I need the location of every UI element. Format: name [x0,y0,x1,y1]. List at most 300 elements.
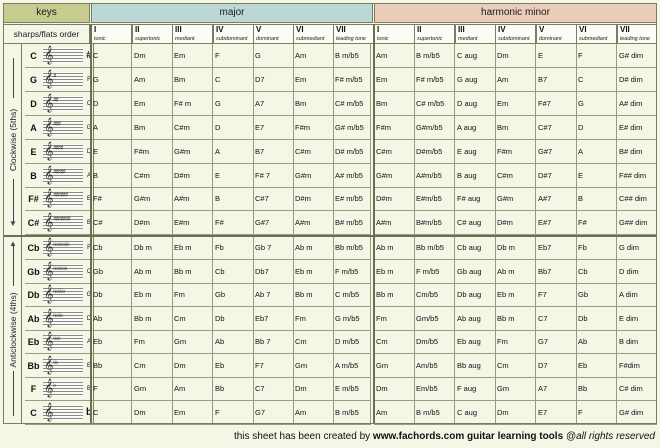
minor-chord-cell: B# dim [617,140,657,164]
minor-chord-cell: C# dim [617,377,657,401]
key-signature-staff [43,45,83,64]
major-chord-cell: D7 [253,68,294,92]
minor-chord-cell: Am [495,68,536,92]
key-cell [25,44,94,68]
major-chord-cell: Bb m [293,283,334,307]
degree-name: subdominant [498,36,530,42]
key-name: Ab [27,314,40,324]
minor-chord-cell: Cm [495,354,536,378]
major-chord-cell: Eb [213,354,254,378]
key-cell [25,68,94,92]
minor-chord-cell: D#m [495,211,536,235]
major-chord-cell: Ab [91,307,132,331]
major-chord-cell: Cm [132,354,173,378]
key-signature-staff [43,261,83,280]
minor-chord-cell: Am/b5 [414,354,455,378]
degree-numeral: III [175,25,182,34]
key-name: C [30,408,37,418]
minor-chord-cell: Bm [495,116,536,140]
key-signature-accidentals: ♭ [53,381,56,389]
key-cell [25,140,94,164]
major-chord-cell: F [213,401,254,425]
key-cell [25,92,94,116]
major-chord-cell: B [91,164,132,188]
keys-divider [90,24,92,424]
key-cell [25,211,94,235]
key-cell [25,307,94,331]
key-row-5 [3,164,657,188]
key-name: Bb [27,361,40,371]
key-row-2 [3,92,657,116]
minor-chord-cell: F# m/b5 [414,68,455,92]
minor-chord-cell: Fb [576,236,617,260]
degree-name: supertonic [417,36,443,42]
accidental-order-letter: E [86,196,91,202]
minor-chord-cell: D aug [455,92,496,116]
degree-name: leading tone [620,36,650,42]
major-degree-3 [172,24,213,44]
major-chord-cell: Fb [213,236,254,260]
major-chord-cell: E [91,140,132,164]
minor-chord-cell: Gm/b5 [414,307,455,331]
major-degree-2 [132,24,173,44]
minor-chord-cell: G [576,92,617,116]
degree-numeral: II [135,25,140,34]
minor-chord-cell: F#7 [536,92,577,116]
degree-numeral: V [256,25,262,34]
degree-name: submediant [296,36,325,42]
minor-chord-cell: Bm [374,92,415,116]
key-signature-staff [43,212,83,231]
accidental-order-letter: F [87,245,91,251]
key-signature-accidentals: ♯ [53,72,56,80]
major-chord-cell: Cm [293,330,334,354]
key-signature-staff [43,141,83,160]
treble-clef-icon: 𝄞 [44,355,54,374]
major-degree-4 [213,24,254,44]
key-row-9 [3,260,657,284]
degree-numeral: II [417,25,422,34]
key-name: B [30,171,37,181]
major-chord-cell: G#m [293,164,334,188]
major-chord-cell: A# m/b5 [333,164,371,188]
major-chord-cell: D# m/b5 [333,140,371,164]
minor-chord-cell: Eb [576,354,617,378]
minor-chord-cell: A#m/b5 [414,164,455,188]
minor-chord-cell: F#dim [617,354,657,378]
major-chord-cell: Bb m [172,260,213,284]
minor-chord-cell: F7 [536,283,577,307]
keys-header: keys [3,3,90,23]
key-signature-staff [43,237,83,256]
treble-clef-icon: 𝄞 [44,308,54,327]
major-chord-cell: D#m [172,164,213,188]
major-chord-cell: Cb [91,236,132,260]
treble-clef-icon: 𝄞 [44,165,54,184]
major-chord-cell: Bb [91,354,132,378]
key-name: Eb [27,337,40,347]
major-chord-cell: G [253,44,294,68]
major-chord-cell: G7 [253,401,294,425]
treble-clef-icon: 𝄞 [44,378,54,397]
major-chord-cell: C [91,44,132,68]
minor-chord-cell: G7 [536,330,577,354]
major-chord-cell: Em [172,44,213,68]
degree-name: supertonic [135,36,161,42]
minor-chord-cell: Fm [495,330,536,354]
minor-chord-cell: Db m [495,236,536,260]
degree-name: dominant [256,36,279,42]
major-chord-cell: Eb m [293,260,334,284]
degree-numeral: I [94,25,97,34]
key-cell [25,116,94,140]
degree-numeral: I [377,25,380,34]
minor-chord-cell: Em/b5 [414,377,455,401]
major-chord-cell: Db7 [253,260,294,284]
major-chord-cell: Gb [213,283,254,307]
key-row-3 [3,116,657,140]
minor-chord-cell: B [576,187,617,211]
key-signature-staff [43,308,83,327]
major-chord-cell: Ab m [293,236,334,260]
major-header: major [91,3,373,23]
minor-chord-cell: C aug [455,401,496,425]
major-chord-cell: C#m [172,116,213,140]
minor-chord-cell: Bb m [374,283,415,307]
minor-chord-cell: E#m/b5 [414,187,455,211]
major-chord-cell: Cb [213,260,254,284]
major-chord-cell: Gm [293,354,334,378]
minor-chord-cell: B m/b5 [414,401,455,425]
major-chord-cell: G#m [132,187,173,211]
degree-name: dominant [539,36,562,42]
major-chord-cell: F# m [172,92,213,116]
minor-chord-cell: C#m [374,140,415,164]
minor-chord-cell: Dm [495,401,536,425]
key-signature-staff [43,117,83,136]
major-chord-cell: Em [132,92,173,116]
treble-clef-icon: 𝄞 [44,188,54,207]
minor-chord-cell: D# dim [617,68,657,92]
minor-chord-cell: E dim [617,307,657,331]
minor-chord-cell: F## dim [617,164,657,188]
minor-degree-7 [617,24,657,44]
major-chord-cell: Bb 7 [253,330,294,354]
major-chord-cell: Dm [132,44,173,68]
accidental-order-letter: G [86,292,92,298]
minor-chord-cell: Ab m [374,236,415,260]
minor-chord-cell: A# dim [617,92,657,116]
minor-chord-cell: G dim [617,236,657,260]
minor-chord-cell: Db aug [455,283,496,307]
major-chord-cell: F7 [253,354,294,378]
minor-chord-cell: D [576,116,617,140]
minor-degree-4 [495,24,536,44]
key-name: A [30,123,37,133]
degree-name: tonic [94,36,106,42]
major-chord-cell: Fm [132,330,173,354]
major-chord-cell: G#m [172,140,213,164]
minor-chord-cell: Gb [576,283,617,307]
minor-chord-cell: Bb7 [536,260,577,284]
minor-degree-1 [374,24,415,44]
degree-name: tonic [377,36,389,42]
key-name: F [30,384,37,394]
minor-chord-cell: Gm [374,354,415,378]
degree-numeral: IV [498,25,506,34]
accidental-order-letter: b [85,407,93,418]
minor-chord-cell: A [576,140,617,164]
major-chord-cell: D [91,92,132,116]
minor-chord-cell: Am [374,44,415,68]
key-signature-staff [43,331,83,350]
minor-chord-cell: A aug [455,116,496,140]
major-chord-cell: B [213,187,254,211]
minor-chord-cell: G#m [374,164,415,188]
minor-chord-cell: C7 [536,307,577,331]
major-chord-cell: Eb m [132,283,173,307]
major-chord-cell: Ab [213,330,254,354]
minor-chord-cell: Em [374,68,415,92]
major-chord-cell: E7 [253,116,294,140]
major-chord-cell: Eb m [172,236,213,260]
major-chord-cell: Bm [132,116,173,140]
major-chord-cell: Em [172,401,213,425]
minor-chord-cell: G#m [495,187,536,211]
major-chord-cell: A [91,116,132,140]
minor-chord-cell: G## dim [617,211,657,235]
major-chord-cell: Am [172,377,213,401]
minor-chord-cell: Eb aug [455,330,496,354]
minor-chord-cell: Eb m [495,283,536,307]
major-chord-cell: Eb7 [253,307,294,331]
key-row-4 [3,140,657,164]
key-name: Db [27,290,40,300]
minor-chord-cell: Eb m [374,260,415,284]
degree-name: mediant [175,36,195,42]
minor-chord-cell: Gm [495,377,536,401]
major-chord-cell: E#m [172,211,213,235]
minor-chord-cell: Dm/b5 [414,330,455,354]
key-name: D [30,99,37,109]
footer-suffix: @all rights reserved [563,431,655,442]
minor-chord-cell: C# m/b5 [414,92,455,116]
key-signature-staff [43,165,83,184]
major-chord-cell: Bm [172,68,213,92]
key-name: F# [28,194,39,204]
treble-clef-icon: 𝄞 [44,141,54,160]
key-row-8 [3,236,657,260]
minor-chord-cell: D#m [374,187,415,211]
major-chord-cell: E m/b5 [333,377,371,401]
key-row-1 [3,68,657,92]
degree-numeral: VII [336,25,346,34]
major-chord-cell: A#m [172,187,213,211]
major-chord-cell: D [213,116,254,140]
minor-chord-cell: C#m [495,164,536,188]
major-chord-cell: C m/b5 [333,283,371,307]
key-row-12 [3,330,657,354]
major-chord-cell: Eb [91,330,132,354]
treble-clef-icon: 𝄞 [44,261,54,280]
minor-chord-cell: G#m/b5 [414,116,455,140]
sharps-flats-order-label: sharps/flats order [3,24,90,44]
key-signature-accidentals: ♯♯♯ [53,120,61,128]
major-chord-cell: B m/b5 [333,44,371,68]
major-chord-cell: A7 [253,92,294,116]
major-chord-cell: G# m/b5 [333,116,371,140]
footer-site[interactable]: www.fachords.com guitar learning tools [372,431,564,442]
treble-clef-icon: 𝄞 [44,237,54,256]
key-row-6 [3,187,657,211]
minor-chord-cell: Ab m [495,260,536,284]
minor-chord-cell: C## dim [617,187,657,211]
key-cell [25,283,94,307]
accidental-order-letter: D [86,149,92,155]
accidental-order-letter: C [86,101,92,107]
key-name: G [29,75,37,85]
minor-chord-cell: E7 [536,401,577,425]
minor-chord-cell: E aug [455,140,496,164]
up-arrow-icon: ▲ [9,239,17,248]
major-chord-cell: B7 [253,140,294,164]
major-chord-cell: F [213,44,254,68]
minor-chord-cell: B#m/b5 [414,211,455,235]
major-chord-cell: C# [91,211,132,235]
major-chord-cell: A [213,140,254,164]
key-signature-accidentals: ♯♯ [53,96,58,104]
major-chord-cell: C [91,401,132,425]
key-signature-accidentals: ♭♭♭ [53,334,60,342]
accidental-order-letter: B [86,220,91,226]
minor-chord-cell: A dim [617,283,657,307]
minor-chord-cell: B aug [455,164,496,188]
treble-clef-icon: 𝄞 [44,93,54,112]
key-cell [25,164,94,188]
minor-chord-cell: Ab aug [455,307,496,331]
accidental-order-letter: A [86,173,91,179]
major-chord-cell: Bb m/b5 [333,236,371,260]
minor-chord-cell: Bb [576,377,617,401]
clockwise-label: Clockwise (5ths) [7,108,18,171]
minor-chord-cell: Am [374,401,415,425]
minor-chord-cell: C aug [455,44,496,68]
major-chord-cell: F# m/b5 [333,68,371,92]
minor-chord-cell: G aug [455,68,496,92]
major-chord-cell: A#m [293,211,334,235]
treble-clef-icon: 𝄞 [44,402,54,421]
major-chord-cell: F# 7 [253,164,294,188]
minor-chord-cell: B7 [536,68,577,92]
degree-name: leading tone [336,36,366,42]
major-chord-cell: F#m [132,140,173,164]
major-chord-cell: Gm [172,330,213,354]
key-name: Gb [27,267,40,277]
key-signature-accidentals: ♭♭♭♭♭ [53,287,65,295]
major-chord-cell: Gb [91,260,132,284]
degree-name: subdominant [216,36,248,42]
treble-clef-icon: 𝄞 [44,69,54,88]
major-degree-7 [333,24,374,44]
major-chord-cell: C#7 [253,187,294,211]
key-cell [25,354,94,378]
key-cell [25,401,94,425]
key-cell [25,236,94,260]
minor-chord-cell: C# aug [455,211,496,235]
major-chord-cell: G#7 [253,211,294,235]
key-row-0 [3,44,657,68]
key-signature-staff [43,355,83,374]
minor-chord-cell: E [576,164,617,188]
minor-chord-cell: F# aug [455,187,496,211]
sharps-flats-divider [3,235,657,237]
minor-chord-cell: A#m [374,211,415,235]
key-signature-staff [43,93,83,112]
minor-chord-cell: Bb m [495,307,536,331]
major-chord-cell: Db [91,283,132,307]
treble-clef-icon: 𝄞 [44,45,54,64]
major-chord-cell: Fm [172,283,213,307]
major-chord-cell: F# [91,187,132,211]
major-chord-cell: Bb m [132,307,173,331]
major-degree-1 [91,24,132,44]
key-row-14 [3,377,657,401]
degree-numeral: VII [620,25,630,34]
minor-chord-cell: E#7 [536,211,577,235]
key-signature-accidentals: ♭♭♭♭♭♭ [53,264,67,272]
key-signature-accidentals: ♯♯♯♯♯ [53,168,65,176]
major-chord-cell: C [213,68,254,92]
major-chord-cell: F# [213,211,254,235]
minor-chord-cell: A7 [536,377,577,401]
minor-chord-cell: Db [576,307,617,331]
minor-chord-cell: Cb aug [455,236,496,260]
minor-degree-3 [455,24,496,44]
minor-chord-cell: Fm [374,307,415,331]
minor-chord-cell: G# dim [617,401,657,425]
major-chord-cell: Ab m [132,260,173,284]
key-cell [25,377,94,401]
major-chord-cell: C#m [293,140,334,164]
minor-chord-cell: Dm [374,377,415,401]
minor-chord-cell: A#7 [536,187,577,211]
minor-degree-6 [576,24,617,44]
major-chord-cell: Am [293,44,334,68]
accidental-order-letter: F [87,77,91,83]
minor-chord-cell: C [576,68,617,92]
major-chord-cell: A m/b5 [333,354,371,378]
major-chord-cell: F m/b5 [333,260,371,284]
major-chord-cell: Cm [172,307,213,331]
degree-numeral: III [458,25,465,34]
key-signature-accidentals: ♭♭♭♭♭♭♭ [53,240,70,248]
key-signature-staff [43,402,83,421]
major-chord-cell: F#m [293,116,334,140]
minor-chord-cell: E# dim [617,116,657,140]
degree-numeral: VI [296,25,304,34]
key-signature-accidentals: ♭♭ [53,358,58,366]
minor-chord-cell: E [536,44,577,68]
accidental-order-letter: B [86,386,91,392]
minor-chord-cell: F aug [455,377,496,401]
degree-name: mediant [458,36,478,42]
key-row-10 [3,283,657,307]
major-chord-cell: Db [213,307,254,331]
minor-chord-cell: Dm [495,44,536,68]
minor-chord-cell: D#m/b5 [414,140,455,164]
accidental-order-letter: C [86,269,92,275]
major-chord-cell: Em [293,68,334,92]
